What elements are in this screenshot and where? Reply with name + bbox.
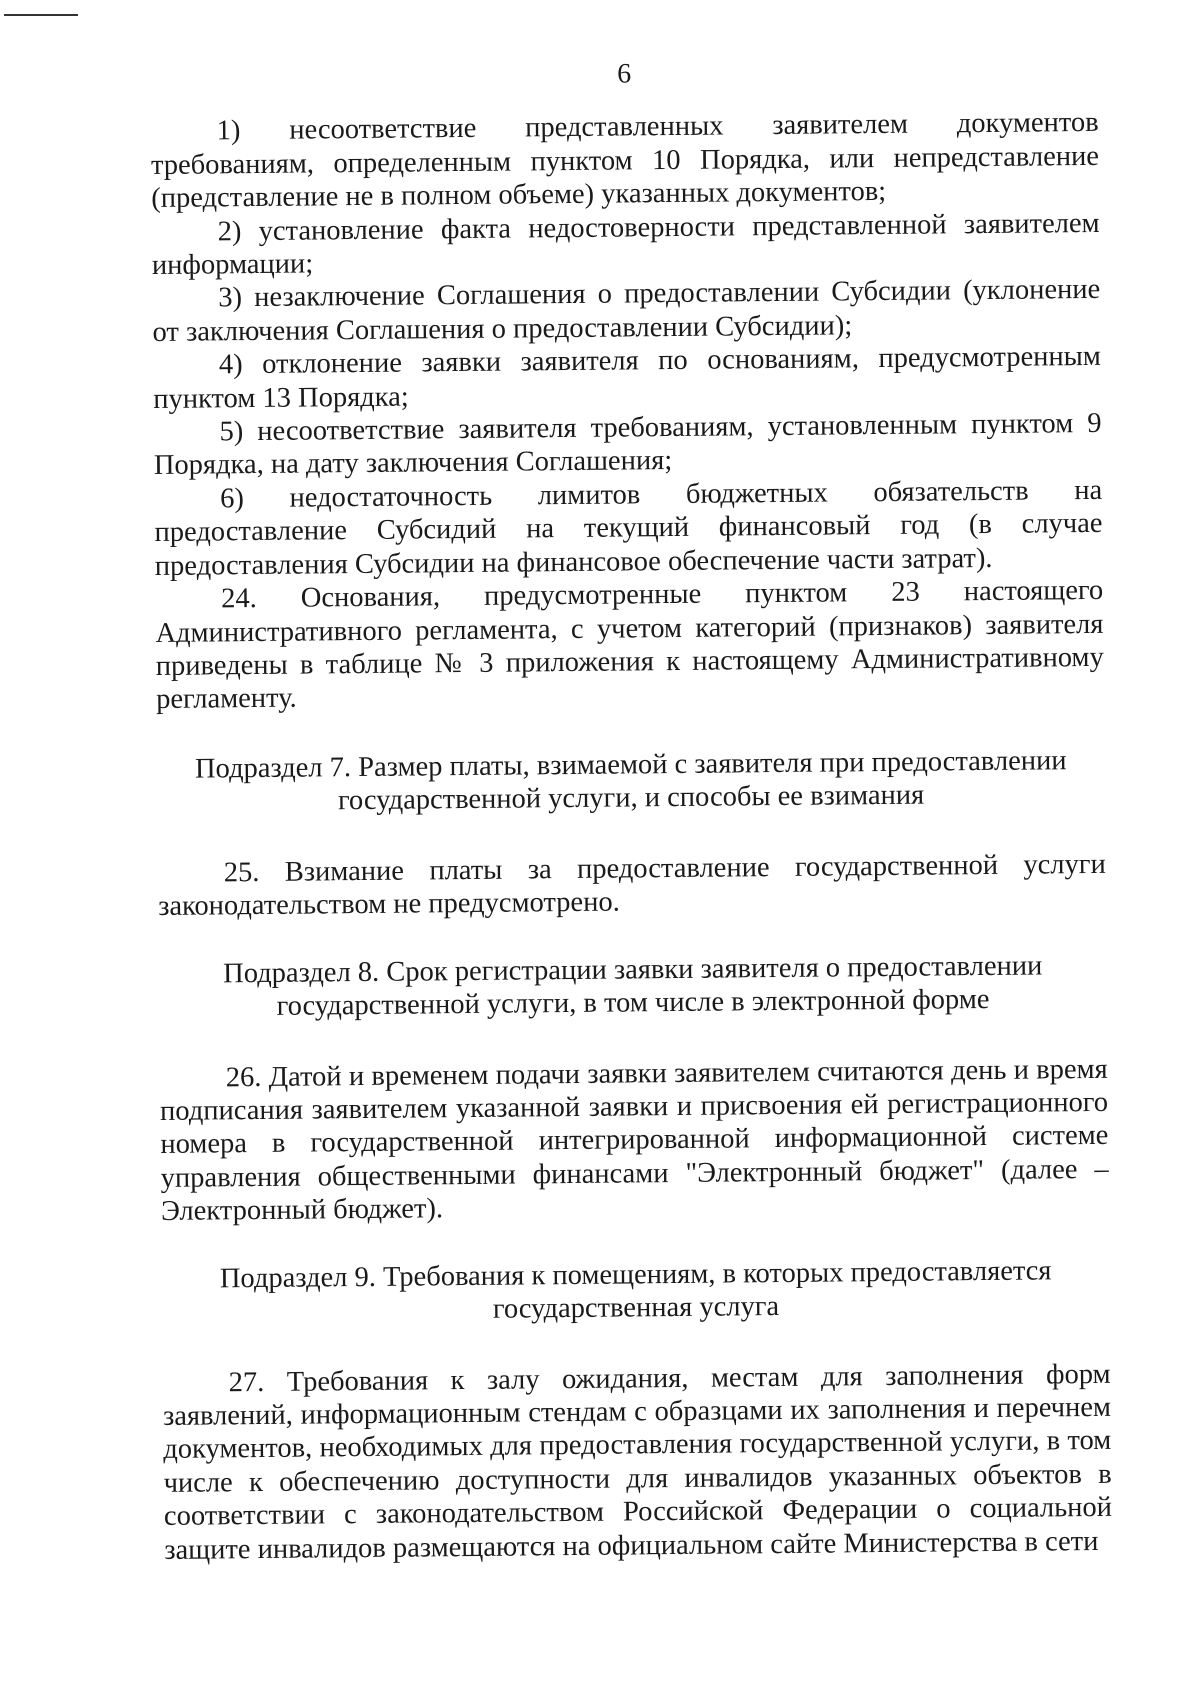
paragraph-item-3: 3) незаключение Соглашения о предоставлении Субсидии (уклонение от заключения Соглашения о предоставлении Субсидии); [152,274,1101,348]
subsection-7-heading-line2: государственной услуги, и способы ее взимания [337,779,925,816]
scan-corner-mark [4,14,78,16]
paragraph-26: 26. Датой и временем подачи заявки заявителем считаются день и время подписания заявителем указанной заявки и присвоения ей регистрационного номера в государственной интегрированной информационной системе управления общественными финансами "Электронный бюджет" (далее – Электронный бюджет). [159,1053,1109,1228]
subsection-9-heading [162,1253,1111,1328]
paragraph-27: 27. Требования к залу ожидания, местам для заполнения форм заявлений, информационным стендам с образцами их заполнения и перечнем документов, необходимых для предоставления государственной услуги, в том числе к обеспечению доступности для инвалидов указанных объектов в соответствии с законодательством Российской Федерации о социальной защите инвалидов размещаются на официальном сайте Министерства в сети [162,1358,1113,1566]
subsection-8-heading [159,948,1108,1023]
subsection-8-heading-line1: Подраздел 8. Срок регистрации заявки заявителя о предоставлении [223,950,1043,989]
paragraph-25: 25. Взимание платы за предоставление государственной услуги законодательством не предусмотрено. [157,848,1106,923]
paragraph-item-4: 4) отклонение заявки заявителя по основаниям, предусмотренным пунктом 13 Порядка; [153,341,1102,415]
document-page [150,53,1112,1567]
subsection-9-heading-line2: государственная услуга [492,1290,780,1325]
paragraph-24: 24. Основания, предусмотренные пунктом 23 настоящего Административного регламента, с учетом категорий (признаков) заявителя приведены в таблице № 3 приложения к настоящему Административному регламенту. [155,574,1104,716]
subsection-9-heading-line1: Подраздел 9. Требования к помещениям, в которых предоставляется [219,1254,1052,1294]
paragraph-item-6: 6) недостаточность лимитов бюджетных обязательств на предоставление Субсидий на текущий финансовый год (в случае предоставления Субсидии на финансовое обеспечение части затрат). [154,474,1103,582]
subsection-7-heading-line1: Подраздел 7. Размер платы, взимаемой с заявителя при предоставлении [194,744,1067,785]
paragraph-item-2: 2) установление факта недостоверности представленной заявителем информации; [151,207,1100,282]
paragraph-item-1: 1) несоответствие представленных заявителем документов требованиям, определенным пунктом 10 Порядка, или непредставление (представление не в полном объеме) указанных документов; [150,107,1100,215]
subsection-7-heading [157,744,1106,819]
paragraph-item-5: 5) несоответствие заявителя требованиям, установленным пунктом 9 Порядка, на дату заключения Соглашения; [153,407,1102,482]
page-number: 6 [616,58,632,90]
subsection-8-heading-line2: государственной услуги, в том числе в электронной форме [276,983,990,1022]
